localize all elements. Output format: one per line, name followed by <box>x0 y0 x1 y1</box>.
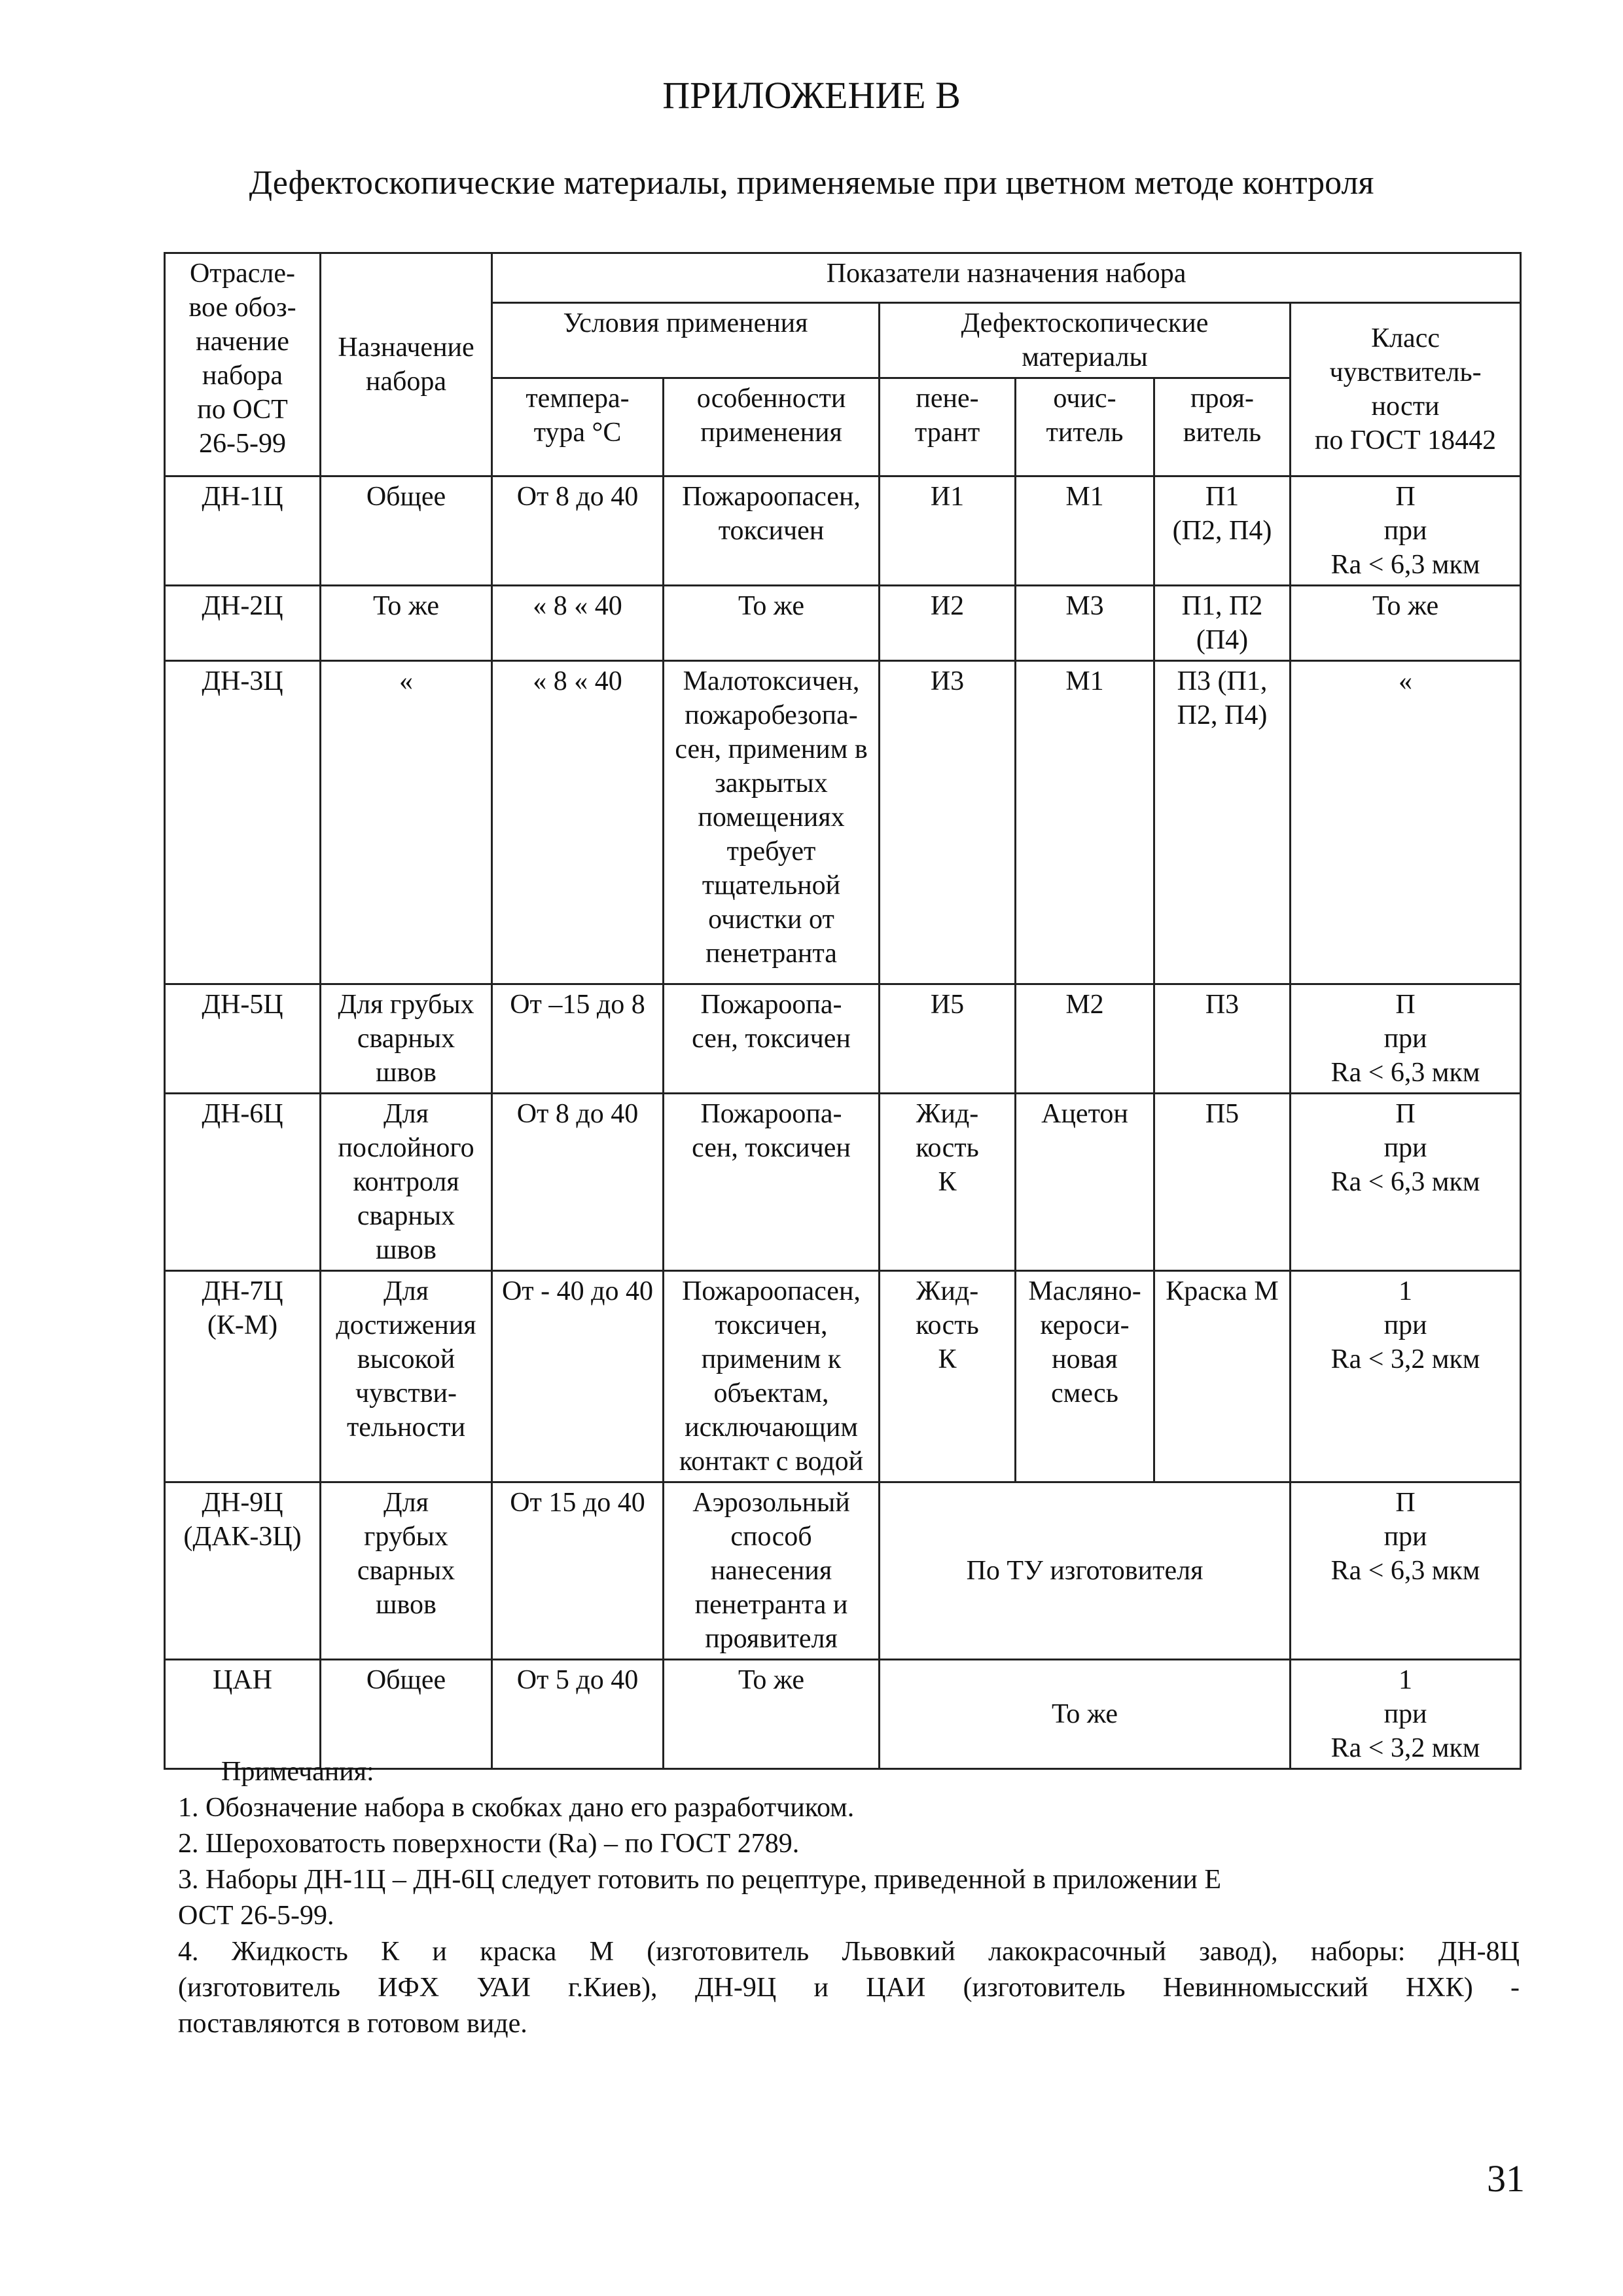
cell-designation <box>165 1482 321 1660</box>
cell-line: Дефектоскопические <box>961 308 1209 338</box>
cell-line: тщательной <box>702 870 841 901</box>
cell-line: Жид- <box>916 1099 979 1129</box>
cell-line: Ra < 6,3 мкм <box>1330 1556 1480 1586</box>
cell-line: Общее <box>366 482 446 512</box>
cell-line: От 8 до 40 <box>516 1099 639 1129</box>
cell-line: Ra < 6,3 мкм <box>1330 1167 1480 1197</box>
cell-line: сен, токсичен <box>692 1133 851 1163</box>
cell-cleaner <box>1016 661 1154 984</box>
cell-line: кероси- <box>1040 1310 1130 1340</box>
header-features <box>664 378 880 476</box>
cell-line: Ra < 6,3 мкм <box>1330 550 1480 580</box>
cell-line: От –15 до 8 <box>510 990 645 1020</box>
cell-line: ДН-6Ц <box>202 1099 283 1129</box>
cell-developer <box>1154 1271 1291 1482</box>
cell-line: Пожароопа- <box>700 990 842 1020</box>
cell-line: по ГОСТ 18442 <box>1314 425 1497 456</box>
cell-line: швов <box>376 1235 437 1265</box>
cell-purpose <box>321 1660 492 1769</box>
cell-designation <box>165 476 321 586</box>
appendix-title: ПРИЛОЖЕНИЕ В <box>662 74 961 117</box>
cell-features <box>664 1660 880 1769</box>
cell-line: кость <box>916 1310 979 1340</box>
header-conditions: Условия применения <box>492 303 880 378</box>
cell-line: От 8 до 40 <box>516 482 639 512</box>
cell-line: (ДАК-3Ц) <box>183 1522 302 1552</box>
cell-line: новая <box>1052 1344 1118 1374</box>
cell-line: Для <box>383 1276 429 1306</box>
cell-materials_merged: То же <box>880 1660 1291 1769</box>
cell-line: П3 <box>1205 990 1240 1020</box>
cell-line: 26-5-99 <box>199 429 286 459</box>
cell-line: при <box>1383 1310 1427 1340</box>
cell-line: М1 <box>1065 666 1104 696</box>
cell-line: Пожароопасен, <box>682 482 861 512</box>
cell-line: « 8 « 40 <box>533 666 622 696</box>
cell-line: начение <box>196 327 289 357</box>
cell-sensitivity <box>1291 1660 1521 1769</box>
cell-line: Назначение <box>338 332 474 363</box>
cell-line: при <box>1383 516 1427 546</box>
cell-line: ДН-1Ц <box>202 482 283 512</box>
cell-line: ДН-7Ц <box>202 1276 283 1306</box>
cell-line: И1 <box>930 482 965 512</box>
cell-line: (П2, П4) <box>1172 516 1272 546</box>
cell-line: витель <box>1183 418 1262 448</box>
cell-line: проя- <box>1190 384 1254 414</box>
cell-features <box>664 586 880 661</box>
cell-line: « <box>1399 666 1413 696</box>
cell-line: требует <box>726 836 816 867</box>
cell-sensitivity <box>1291 1482 1521 1660</box>
cell-line: Малотоксичен, <box>683 666 860 696</box>
cell-line: швов <box>376 1590 437 1620</box>
cell-designation <box>165 1271 321 1482</box>
cell-line: набора <box>202 361 283 391</box>
cell-line: ности <box>1371 391 1440 422</box>
header-developer <box>1154 378 1291 476</box>
notes <box>178 1754 1520 2042</box>
cell-line: пене- <box>916 384 979 414</box>
cell-line: М3 <box>1065 591 1104 621</box>
cell-line: И5 <box>930 990 965 1020</box>
cell-line: токсичен <box>718 516 825 546</box>
note-item: 1. Обозначение набора в скобках дано его разработчиком. <box>178 1793 855 1823</box>
cell-cleaner <box>1016 984 1154 1094</box>
cell-developer <box>1154 661 1291 984</box>
cell-line: объектам, <box>713 1378 829 1408</box>
cell-purpose <box>321 1271 492 1482</box>
table-row <box>165 1271 1521 1482</box>
cell-line: И3 <box>930 666 965 696</box>
cell-line: Краска М <box>1166 1276 1279 1306</box>
cell-materials_merged: По ТУ изготовителя <box>880 1482 1291 1660</box>
cell-sensitivity <box>1291 586 1521 661</box>
cell-line: От - 40 до 40 <box>501 1276 654 1306</box>
cell-line: Для <box>383 1488 429 1518</box>
cell-line: грубых <box>364 1522 448 1552</box>
cell-line: Ацетон <box>1041 1099 1128 1129</box>
cell-line: кость <box>916 1133 979 1163</box>
cell-features <box>664 984 880 1094</box>
cell-temperature <box>492 1271 664 1482</box>
cell-purpose <box>321 1094 492 1271</box>
cell-purpose <box>321 1482 492 1660</box>
cell-designation <box>165 1094 321 1271</box>
cell-line: М2 <box>1065 990 1104 1020</box>
cell-line: П1, П2 <box>1181 591 1263 621</box>
cell-line: контроля <box>353 1167 459 1197</box>
cell-line: Ra < 3,2 мкм <box>1330 1344 1480 1374</box>
cell-line: высокой <box>357 1344 455 1374</box>
cell-line: То же <box>1372 591 1439 621</box>
cell-line: токсичен, <box>715 1310 828 1340</box>
cell-line: при <box>1383 1699 1427 1729</box>
header-sensitivity <box>1291 303 1521 476</box>
cell-line: применения <box>700 418 842 448</box>
cell-line: П3 (П1, <box>1177 666 1268 696</box>
cell-line: Для грубых <box>338 990 474 1020</box>
header-penetrant <box>880 378 1016 476</box>
cell-cleaner <box>1016 1271 1154 1482</box>
cell-developer <box>1154 1094 1291 1271</box>
cell-line: сварных <box>357 1556 455 1586</box>
cell-line: применим к <box>701 1344 842 1374</box>
cell-line: темпера- <box>526 384 630 414</box>
cell-line: закрытых <box>715 768 828 798</box>
cell-line: Аэрозольный <box>692 1488 850 1518</box>
table-row <box>165 1094 1521 1271</box>
cell-line: очистки от <box>708 905 834 935</box>
cell-penetrant <box>880 1094 1016 1271</box>
cell-line: при <box>1383 1133 1427 1163</box>
cell-line: Класс <box>1371 323 1440 353</box>
cell-features <box>664 661 880 984</box>
cell-line: 1 <box>1399 1276 1413 1306</box>
cell-line: чувстви- <box>355 1378 457 1408</box>
page-number: 31 <box>1487 2157 1525 2200</box>
cell-penetrant <box>880 586 1016 661</box>
cell-line: « <box>399 666 413 696</box>
cell-cleaner <box>1016 1094 1154 1271</box>
cell-temperature <box>492 984 664 1094</box>
cell-designation <box>165 586 321 661</box>
cell-line: ДН-2Ц <box>202 591 283 621</box>
cell-line: Ra < 3,2 мкм <box>1330 1733 1480 1763</box>
cell-line: вое обоз- <box>188 293 296 323</box>
cell-purpose <box>321 661 492 984</box>
table-row <box>165 984 1521 1094</box>
header-designation <box>165 253 321 476</box>
cell-line: И2 <box>930 591 965 621</box>
cell-line: набора <box>365 367 447 397</box>
cell-line: по ОСТ <box>197 395 288 425</box>
cell-line: исключающим <box>685 1412 858 1443</box>
cell-line: Пожароопасен, <box>682 1276 861 1306</box>
cell-line: особенности <box>696 384 846 414</box>
cell-designation <box>165 661 321 984</box>
cell-line: сен, токсичен <box>692 1024 851 1054</box>
cell-line: 1 <box>1399 1665 1413 1695</box>
cell-features <box>664 476 880 586</box>
note-item: 4. Жидкость К и краска М (изготовитель Львовкий лакокрасочный завод), наборы: ДН-8Ц (изготовитель ИФХ УАИ г.Киев), ДН-9Ц и ЦАИ (изготовитель Невинномысский НХК) - поставляются в готовом виде. <box>178 1937 1520 2039</box>
cell-sensitivity <box>1291 476 1521 586</box>
cell-line: очис- <box>1053 384 1116 414</box>
cell-temperature <box>492 586 664 661</box>
cell-line: чувствитель- <box>1329 357 1482 387</box>
cell-line: « 8 « 40 <box>533 591 622 621</box>
cell-line: Пожароопа- <box>700 1099 842 1129</box>
cell-developer <box>1154 586 1291 661</box>
cell-line: То же <box>372 591 440 621</box>
cell-cleaner <box>1016 476 1154 586</box>
notes-title: Примечания: <box>221 1757 374 1787</box>
cell-features <box>664 1094 880 1271</box>
cell-line: Ra < 6,3 мкм <box>1330 1058 1480 1088</box>
cell-line: Для <box>383 1099 429 1129</box>
cell-cleaner <box>1016 586 1154 661</box>
cell-developer <box>1154 984 1291 1094</box>
cell-line: К <box>938 1344 957 1374</box>
cell-features <box>664 1271 880 1482</box>
cell-temperature <box>492 1660 664 1769</box>
cell-line: (К-М) <box>207 1310 278 1340</box>
cell-line: сварных <box>357 1201 455 1231</box>
cell-line: пенетранта и <box>694 1590 848 1620</box>
cell-line: Общее <box>366 1665 446 1695</box>
cell-purpose <box>321 586 492 661</box>
cell-penetrant <box>880 476 1016 586</box>
cell-line: П <box>1395 990 1416 1020</box>
cell-line: помещениях <box>698 802 845 833</box>
cell-line: То же <box>738 1665 805 1695</box>
cell-line: тура °С <box>533 418 622 448</box>
cell-sensitivity <box>1291 984 1521 1094</box>
cell-line: достижения <box>336 1310 476 1340</box>
note-item: 3. Наборы ДН-1Ц – ДН-6Ц следует готовить по рецептуре, приведенной в приложении Е ОСТ 26-5-99. <box>178 1865 1222 1931</box>
table-row <box>165 1660 1521 1769</box>
cell-temperature <box>492 1094 664 1271</box>
cell-line: От 5 до 40 <box>516 1665 639 1695</box>
materials-table <box>164 252 1522 1770</box>
cell-line: ДН-3Ц <box>202 666 283 696</box>
cell-line: ДН-9Ц <box>202 1488 283 1518</box>
cell-line: Жид- <box>916 1276 979 1306</box>
cell-designation <box>165 984 321 1094</box>
cell-purpose <box>321 984 492 1094</box>
header-indicators: Показатели назначения набора <box>492 253 1521 303</box>
table-row <box>165 661 1521 984</box>
cell-line: титель <box>1046 418 1124 448</box>
cell-sensitivity <box>1291 1271 1521 1482</box>
cell-line: ЦАН <box>213 1665 272 1695</box>
cell-line: послойного <box>338 1133 474 1163</box>
cell-line: способ <box>730 1522 812 1552</box>
cell-sensitivity <box>1291 661 1521 984</box>
cell-line: при <box>1383 1024 1427 1054</box>
cell-penetrant <box>880 984 1016 1094</box>
cell-line: материалы <box>1022 342 1148 372</box>
cell-line: П <box>1395 1099 1416 1129</box>
cell-line: контакт с водой <box>679 1446 864 1477</box>
cell-designation <box>165 1660 321 1769</box>
cell-line: П <box>1395 1488 1416 1518</box>
cell-line: То же <box>738 591 805 621</box>
cell-features <box>664 1482 880 1660</box>
cell-line: П1 <box>1205 482 1240 512</box>
cell-line: Отрасле- <box>189 259 296 289</box>
cell-line: П2, П4) <box>1177 700 1268 730</box>
cell-line: П5 <box>1205 1099 1240 1129</box>
header-temperature <box>492 378 664 476</box>
cell-line: пенетранта <box>705 939 837 969</box>
cell-line: сен, применим в <box>675 734 868 764</box>
cell-line: ДН-5Ц <box>202 990 283 1020</box>
note-item: 2. Шероховатость поверхности (Ra) – по ГОСТ 2789. <box>178 1829 800 1859</box>
cell-line: швов <box>376 1058 437 1088</box>
cell-line: К <box>938 1167 957 1197</box>
cell-developer <box>1154 476 1291 586</box>
cell-line: проявителя <box>705 1624 838 1654</box>
cell-sensitivity <box>1291 1094 1521 1271</box>
cell-penetrant <box>880 661 1016 984</box>
cell-line: смесь <box>1051 1378 1118 1408</box>
cell-temperature <box>492 661 664 984</box>
header-materials <box>880 303 1291 378</box>
cell-temperature <box>492 476 664 586</box>
table-row <box>165 1482 1521 1660</box>
cell-line: Масляно- <box>1028 1276 1141 1306</box>
cell-line: нанесения <box>710 1556 832 1586</box>
table-caption: Дефектоскопические материалы, применяемые при цветном методе контроля <box>249 164 1374 202</box>
cell-line: сварных <box>357 1024 455 1054</box>
table-row <box>165 476 1521 586</box>
cell-line: тельности <box>346 1412 466 1443</box>
cell-line: (П4) <box>1196 625 1249 655</box>
cell-temperature <box>492 1482 664 1660</box>
header-cleaner <box>1016 378 1154 476</box>
cell-line: П <box>1395 482 1416 512</box>
cell-purpose <box>321 476 492 586</box>
table-row <box>165 586 1521 661</box>
cell-penetrant <box>880 1271 1016 1482</box>
cell-line: пожаробезопа- <box>685 700 858 730</box>
cell-line: при <box>1383 1522 1427 1552</box>
cell-line: М1 <box>1065 482 1104 512</box>
cell-line: От 15 до 40 <box>510 1488 645 1518</box>
header-purpose <box>321 253 492 476</box>
cell-line: трант <box>914 418 980 448</box>
